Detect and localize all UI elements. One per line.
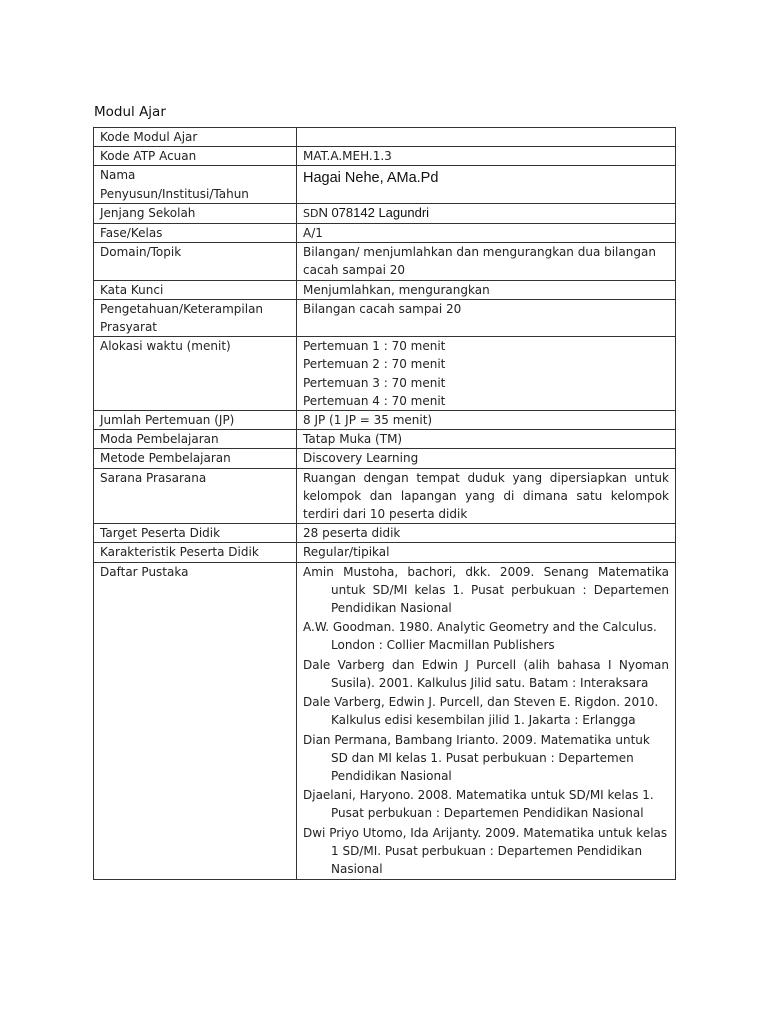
row-value: Tatap Muka (TM) <box>297 430 676 449</box>
row-label: Karakteristik Peserta Didik <box>94 543 297 562</box>
row-value: Ruangan dengan tempat duduk yang dipersiapkan untuk kelompok dan lapangan yang di dimana satu kelompok terdiri dari 10 peserta didik <box>297 468 676 524</box>
table-row <box>94 337 676 411</box>
row-label: Target Peserta Didik <box>94 524 297 543</box>
row-label-line: Nama <box>100 168 136 183</box>
row-value: Bilangan/ menjumlahkan dan mengurangkan dua bilangan cacah sampai 20 <box>297 243 676 280</box>
row-value: Regular/tipikal <box>297 543 676 562</box>
row-label: Sarana Prasarana <box>94 468 297 524</box>
table-row <box>94 468 676 524</box>
row-label: Metode Pembelajaran <box>94 449 297 468</box>
row-value <box>297 166 676 203</box>
table-row <box>94 224 676 243</box>
reference-item: Dian Permana, Bambang Irianto. 2009. Matematika untuk SD dan MI kelas 1. Pusat perbukuan : Departemen Pendidikan Nasional <box>303 732 650 783</box>
table-row <box>94 128 676 147</box>
school-name: N 078142 Lagundri <box>318 204 430 220</box>
row-label: Daftar Pustaka <box>94 562 297 879</box>
row-value <box>297 562 676 879</box>
row-label-line: Pengetahuan/Keterampilan <box>100 301 264 316</box>
table-row <box>94 524 676 543</box>
reference-item: Dwi Priyo Utomo, Ida Arijanty. 2009. Matematika untuk kelas 1 SD/MI. Pusat perbukuan : Departemen Pendidikan Nasional <box>303 825 668 876</box>
row-label: Kata Kunci <box>94 280 297 299</box>
reference-item: Dale Varberg dan Edwin J Purcell (alih bahasa I Nyoman Susila). 2001. Kalkulus Jilid satu. Batam : Interaksara <box>303 657 669 690</box>
row-value: Bilangan cacah sampai 20 <box>297 299 676 336</box>
row-value <box>297 337 676 411</box>
table-row <box>94 430 676 449</box>
table-row <box>94 166 676 203</box>
row-label: Alokasi waktu (menit) <box>94 337 297 411</box>
row-value: MAT.A.MEH.1.3 <box>297 147 676 166</box>
row-value: A/1 <box>297 224 676 243</box>
reference-item: Amin Mustoha, bachori, dkk. 2009. Senang Matematika untuk SD/MI kelas 1. Pusat perbukuan : Departemen Pendidikan Nasional <box>303 564 669 616</box>
list-item: Pertemuan 2 : 70 menit <box>303 357 446 372</box>
list-item: Pertemuan 3 : 70 menit <box>303 375 446 390</box>
row-value <box>297 203 676 223</box>
school-level-prefix: SD <box>303 206 319 220</box>
table-row <box>94 411 676 430</box>
row-label: Jumlah Pertemuan (JP) <box>94 411 297 430</box>
table-row <box>94 203 676 223</box>
table-row <box>94 562 676 879</box>
row-label <box>94 166 297 203</box>
row-label <box>94 299 297 336</box>
author-name: Hagai Nehe, AMa.Pd <box>303 170 439 187</box>
table-row <box>94 449 676 468</box>
row-label: Domain/Topik <box>94 243 297 280</box>
row-label: Moda Pembelajaran <box>94 430 297 449</box>
list-item: Pertemuan 4 : 70 menit <box>303 393 446 408</box>
row-label: Kode ATP Acuan <box>94 147 297 166</box>
table-row <box>94 299 676 336</box>
modul-ajar-table <box>93 127 676 880</box>
row-label: Fase/Kelas <box>94 224 297 243</box>
row-value: 28 peserta didik <box>297 524 676 543</box>
row-value: 8 JP (1 JP = 35 menit) <box>297 411 676 430</box>
reference-item: Djaelani, Haryono. 2008. Matematika untuk SD/MI kelas 1. Pusat perbukuan : Departemen Pendidikan Nasional <box>303 788 654 821</box>
reference-item: A.W. Goodman. 1980. Analytic Geometry and the Calculus. London : Collier Macmillan Publishers <box>303 620 657 653</box>
document-title: Modul Ajar <box>94 104 166 120</box>
table-row <box>94 147 676 166</box>
row-value <box>297 128 676 147</box>
row-value: Menjumlahkan, mengurangkan <box>297 280 676 299</box>
row-value: Discovery Learning <box>297 449 676 468</box>
row-label: Jenjang Sekolah <box>94 203 297 223</box>
reference-item: Dale Varberg, Edwin J. Purcell, dan Steven E. Rigdon. 2010. Kalkulus edisi kesembilan jilid 1. Jakarta : Erlangga <box>303 695 659 728</box>
table-row <box>94 243 676 280</box>
table-row <box>94 280 676 299</box>
table-row <box>94 543 676 562</box>
row-label-line: Penyusun/Institusi/Tahun <box>100 186 249 201</box>
list-item: Pertemuan 1 : 70 menit <box>303 339 446 354</box>
row-label: Kode Modul Ajar <box>94 128 297 147</box>
row-label-line: Prasyarat <box>100 320 158 335</box>
